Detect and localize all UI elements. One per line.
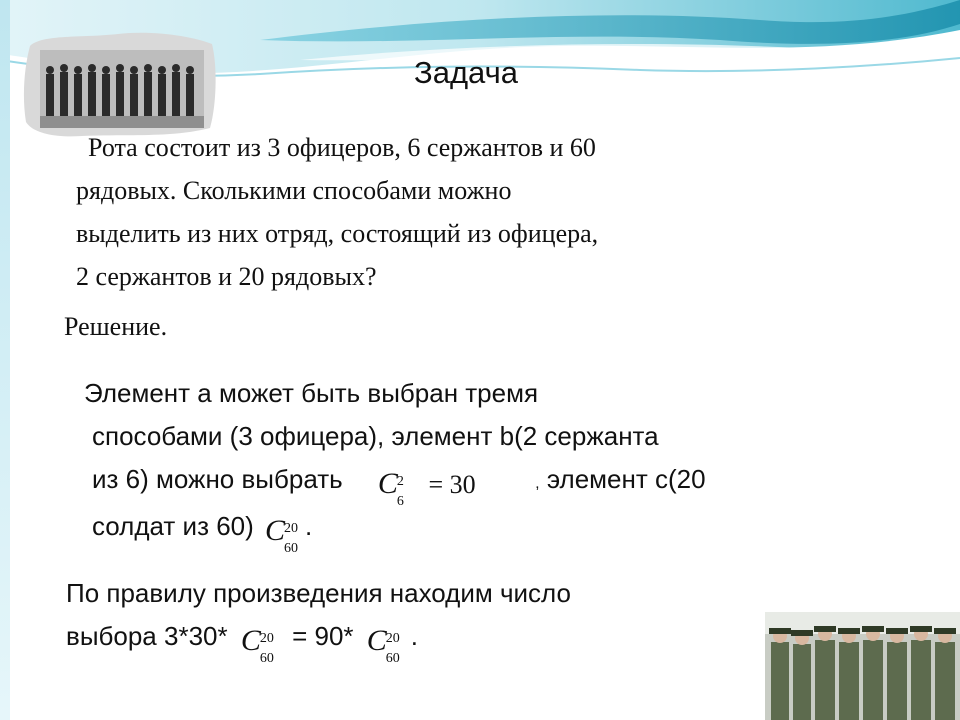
solution-paragraph-2 <box>66 572 926 667</box>
formula-rhs: = 30 <box>428 470 476 500</box>
formula-sub: 60 <box>284 541 299 557</box>
para1-line-3 <box>84 458 934 510</box>
para2-line-2-text: выбора 3*30* <box>66 621 228 651</box>
para1-separator: , <box>535 475 540 492</box>
formula-base: C <box>240 624 261 658</box>
problem-line-3: выделить из них отряд, состоящий из офицера, <box>76 219 599 248</box>
formula-sub: 6 <box>396 494 404 510</box>
formula-c-60-20 <box>366 619 411 667</box>
para1-period: . <box>305 511 313 541</box>
para2-line-2 <box>66 615 926 667</box>
para1-line-1: Элемент а может быть выбран тремя <box>84 378 539 408</box>
formula-c-60-20 <box>240 619 285 667</box>
formula-sup: 20 <box>284 521 299 537</box>
para1-line-4-text: солдат из 60) <box>92 511 254 541</box>
soldiers-photo-top <box>22 28 218 140</box>
formula-sup: 2 <box>396 474 404 490</box>
slide-title: Задача <box>414 55 519 90</box>
problem-statement <box>76 126 876 298</box>
solution-paragraph-1 <box>84 372 934 557</box>
para1-line-3-tail: элемент с(20 <box>546 464 706 494</box>
para1-line-3-text: из 6) можно выбрать <box>92 464 343 494</box>
formula-sub: 60 <box>385 651 400 667</box>
formula-base: C <box>377 467 398 501</box>
formula-sup: 20 <box>385 631 400 647</box>
formula-base: C <box>366 624 387 658</box>
problem-line-4: 2 сержантов и 20 рядовых? <box>76 262 377 291</box>
formula-sup: 20 <box>259 631 274 647</box>
formula-base: C <box>265 514 286 548</box>
formula-c-60-20 <box>265 509 305 557</box>
para2-line-2-mid: = 90* <box>292 621 354 651</box>
problem-line-2: рядовых. Сколькими способами можно <box>76 176 512 205</box>
solution-heading: Решение. <box>64 312 168 341</box>
para1-line-2: способами (3 офицера), элемент b(2 сержанта <box>92 421 659 451</box>
formula-sub: 60 <box>259 651 274 667</box>
left-accent-bar <box>0 0 10 720</box>
para2-period: . <box>410 621 419 651</box>
para2-line-1: По правилу произведения находим число <box>66 578 571 608</box>
para1-line-4 <box>84 505 934 557</box>
formula-c-6-2 <box>377 462 528 510</box>
problem-line-1: Рота состоит из 3 офицеров, 6 сержантов и 60 <box>88 133 596 162</box>
